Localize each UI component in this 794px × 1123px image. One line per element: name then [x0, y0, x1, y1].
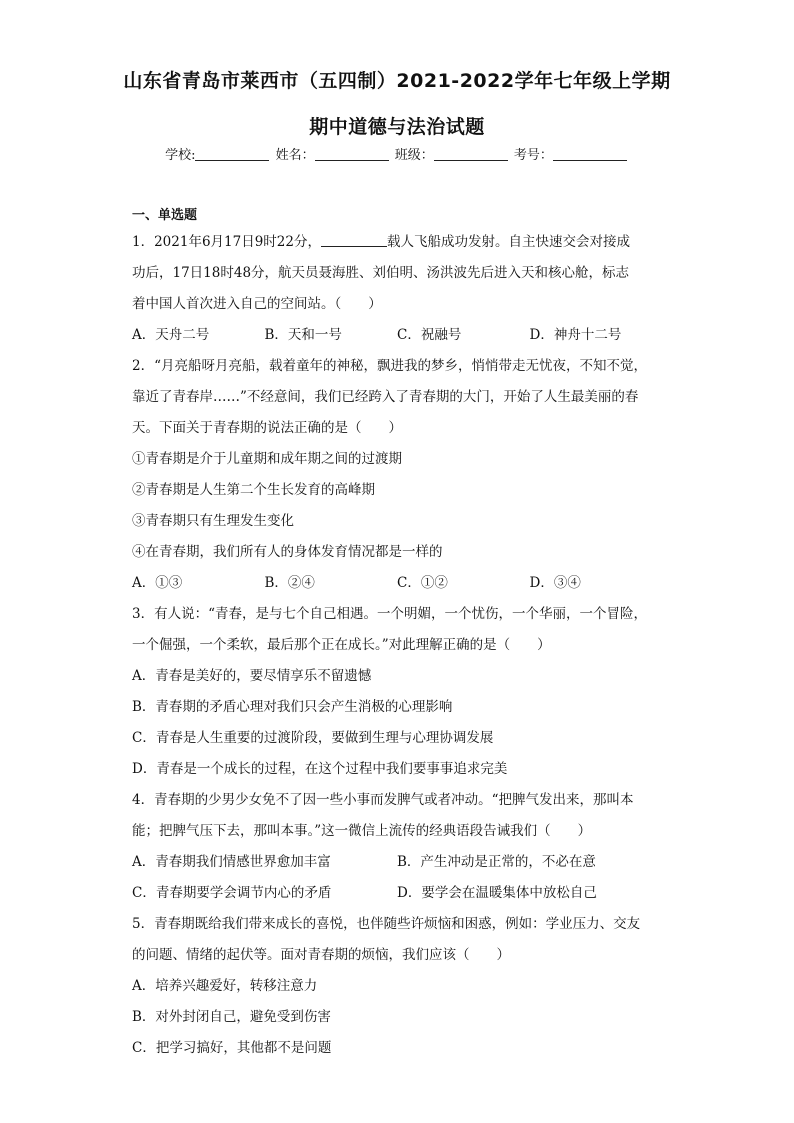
- q2-line1: 2．“月亮船呀月亮船，载着童年的神秘，飘进我的梦乡，悄悄带走无忧夜，不知不觉，: [132, 358, 647, 374]
- q2-statement-1: ①青春期是介于儿童期和成年期之间的过渡期: [132, 451, 402, 467]
- class-blank: [434, 147, 508, 161]
- q1-line1: [132, 227, 662, 258]
- exam-number-blank: [553, 147, 627, 161]
- q3-option-a: A．青春是美好的，要尽情享乐不留遗憾: [132, 668, 372, 684]
- q1-text-a: 1．2021年6月17日9时22分，: [132, 234, 321, 250]
- q2-line2: 靠近了青春岸……”不经意间，我们已经跨入了青春期的大门，开始了人生最美丽的春: [132, 389, 639, 405]
- student-info-row: [0, 144, 794, 163]
- q4-line1: 4．青春期的少男少女免不了因一些小事而发脾气或者冲动。“把脾气发出来，那叫本: [132, 792, 634, 808]
- q2-option-b: B．②④: [264, 575, 315, 591]
- school-blank: [195, 147, 269, 161]
- q4-option-d: D．要学会在温暖集体中放松自己: [397, 885, 597, 901]
- q1-options: [132, 320, 662, 351]
- q1-option-d: D．神舟十二号: [529, 327, 622, 343]
- q5-option-c: C．把学习搞好，其他都不是问题: [132, 1040, 332, 1056]
- exam-title-line2: 期中道德与法治试题: [309, 116, 485, 138]
- q1-line2: 功后，17日18时48分，航天员聂海胜、刘伯明、汤洪波先后进入天和核心舱，标志: [132, 265, 630, 281]
- q4-line2: 能；把脾气压下去，那叫本事。”这一微信上流传的经典语段告诫我们（ ）: [132, 823, 592, 839]
- q4-option-a: A．青春期我们情感世界愈加丰富: [132, 854, 331, 870]
- q1-answer-blank: [321, 232, 387, 247]
- exam-number-label: 考号：: [513, 148, 553, 163]
- q3-option-d: D．青春是一个成长的过程，在这个过程中我们要事事追求完美: [132, 761, 508, 777]
- q3-option-b: B．青春期的矛盾心理对我们只会产生消极的心理影响: [132, 699, 453, 715]
- class-label: 班级：: [394, 148, 434, 163]
- name-label: 姓名：: [275, 148, 315, 163]
- section-heading: 一、单选题: [132, 208, 198, 223]
- q3-line1: 3．有人说：“青春，是与七个自己相遇。一个明媚，一个忧伤，一个华丽，一个冒险，: [132, 606, 647, 622]
- q5-option-a: A．培养兴趣爱好，转移注意力: [132, 978, 318, 994]
- q2-option-a: A．①③: [132, 575, 183, 591]
- q2-line3: 天。下面关于青春期的说法正确的是（ ）: [132, 420, 402, 436]
- q5-line1: 5．青春期既给我们带来成长的喜悦，也伴随些许烦恼和困惑，例如：学业压力、交友: [132, 916, 641, 932]
- q5-option-b: B．对外封闭自己，避免受到伤害: [132, 1009, 331, 1025]
- school-label: 学校:: [165, 148, 196, 163]
- q2-statement-3: ③青春期只有生理发生变化: [132, 513, 294, 529]
- q5-line2: 的问题、情绪的起伏等。面对青春期的烦恼，我们应该（ ）: [132, 947, 510, 963]
- exam-title-line1: 山东省青岛市莱西市（五四制）2021-2022学年七年级上学期: [123, 70, 671, 92]
- q2-option-c: C．①②: [397, 575, 448, 591]
- q2-statement-2: ②青春期是人生第二个生长发育的高峰期: [132, 482, 375, 498]
- name-blank: [315, 147, 389, 161]
- q4-option-b: B．产生冲动是正常的，不必在意: [397, 854, 596, 870]
- q3-option-c: C．青春是人生重要的过渡阶段，要做到生理与心理协调发展: [132, 730, 494, 746]
- q1-option-b: B．天和一号: [264, 327, 342, 343]
- q3-line2: 一个倔强，一个柔软，最后那个正在成长。”对此理解正确的是（ ）: [132, 637, 551, 653]
- q4-options-row1: [132, 847, 662, 878]
- q2-options: [132, 568, 662, 599]
- q4-option-c: C．青春期要学会调节内心的矛盾: [132, 885, 332, 901]
- questions-area: [132, 205, 662, 1064]
- q4-options-row2: [132, 878, 662, 909]
- q1-option-c: C．祝融号: [397, 327, 462, 343]
- q2-statement-4: ④在青春期，我们所有人的身体发育情况都是一样的: [132, 544, 443, 560]
- q1-line3: 着中国人首次进入自己的空间站。（ ）: [132, 296, 382, 312]
- q1-option-a: A．天舟二号: [132, 327, 210, 343]
- q1-text-b: 载人飞船成功发射。自主快速交会对接成: [386, 234, 630, 250]
- q2-option-d: D．③④: [529, 575, 581, 591]
